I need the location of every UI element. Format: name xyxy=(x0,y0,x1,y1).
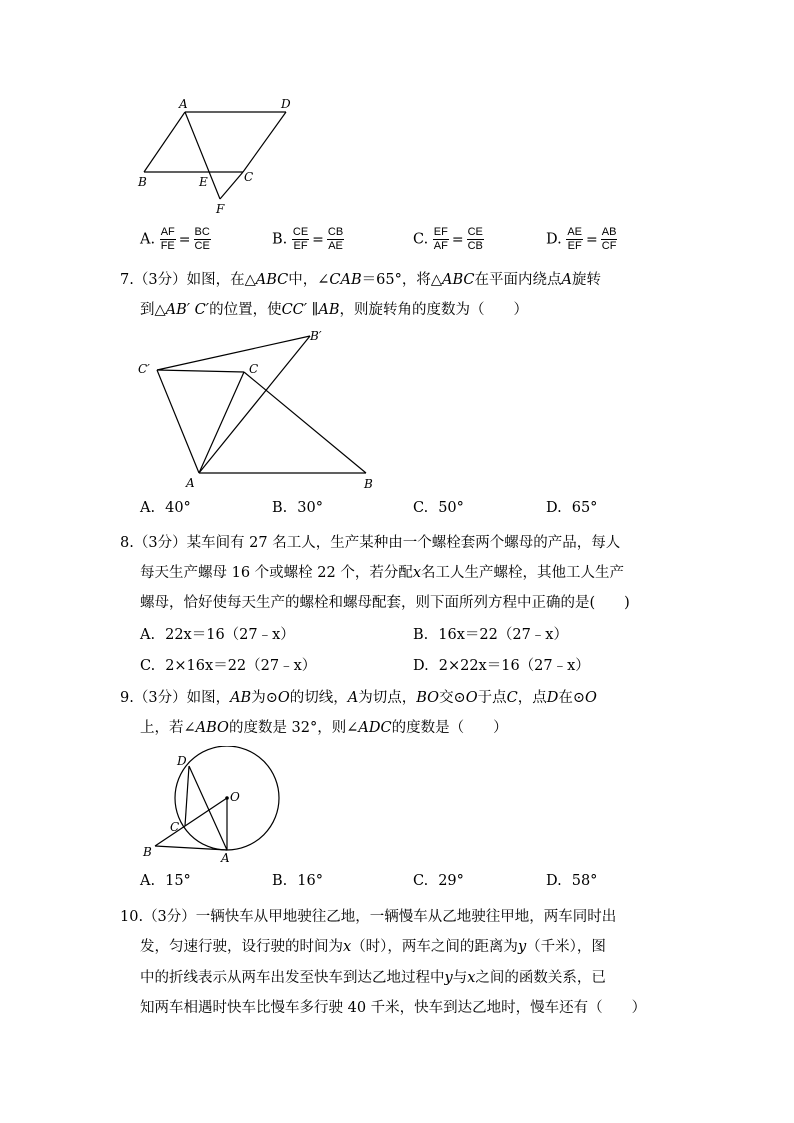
fraction: $\frac{AF}{FE}$ xyxy=(160,226,175,252)
q6-option-b[interactable]: B. $\frac{CE}{EF}$ = $\frac{CB}{AE}$ xyxy=(272,226,344,252)
label-Bprime: B′ xyxy=(310,329,322,343)
segment-DA xyxy=(189,766,227,850)
segment-BO xyxy=(155,798,227,846)
fraction: $\frac{EF}{AF}$ xyxy=(433,226,448,252)
label-B: B xyxy=(143,845,152,859)
fraction: $\frac{CE}{CB}$ xyxy=(467,226,483,252)
segment-AC xyxy=(199,372,244,473)
segment-CB xyxy=(244,372,366,473)
q7-stem-line1: 7.（3分）如图，在△ABC中，∠CAB＝65°，将△ABC在平面内绕点A旋转 xyxy=(120,272,601,288)
q9-option-d[interactable]: D. 58° xyxy=(546,873,598,889)
fraction: $\frac{AB}{CF}$ xyxy=(601,226,617,252)
label-D: D xyxy=(177,754,187,768)
label-A: A xyxy=(186,476,195,490)
q8-stem-line1: 8.（3分）某车间有 27 名工人，生产某种由一个螺栓套两个螺母的产品，每人 xyxy=(120,535,621,551)
label-F: F xyxy=(216,202,225,216)
q7-option-c[interactable]: C. 50° xyxy=(413,500,464,516)
label-A: A xyxy=(221,851,230,865)
q6-option-c[interactable]: C. $\frac{EF}{AF}$ = $\frac{CE}{CB}$ xyxy=(413,226,483,252)
q6-figure xyxy=(130,92,310,222)
segment-CprimeA xyxy=(157,370,199,473)
label-C: C xyxy=(170,820,180,834)
q9-stem-line1: 9.（3分）如图，AB为⊙O的切线，A为切点，BO交⊙O于点C，点D在⊙O xyxy=(120,690,597,706)
label-B: B xyxy=(138,175,147,189)
q8-option-c[interactable]: C. 2×16x＝22（27﹣x） xyxy=(140,658,317,674)
label-O: O xyxy=(230,790,240,804)
segment-CF xyxy=(220,172,243,199)
q10-stem-line3: 中的折线表示从两车出发至快车到达乙地过程中y与x之间的函数关系，已 xyxy=(140,970,606,986)
label-A: A xyxy=(179,97,188,111)
q7-option-b[interactable]: B. 30° xyxy=(272,500,323,516)
segment-BA xyxy=(155,846,227,850)
q7-figure xyxy=(130,322,390,494)
fraction: $\frac{BC}{CE}$ xyxy=(194,226,210,252)
fraction: $\frac{CB}{AE}$ xyxy=(327,226,344,252)
q9-option-c[interactable]: C. 29° xyxy=(413,873,464,889)
fraction: $\frac{CE}{EF}$ xyxy=(292,226,309,252)
q6-option-d[interactable]: D. $\frac{AE}{EF}$ = $\frac{AB}{CF}$ xyxy=(546,226,617,252)
q8-stem-line3: 螺母，恰好使每天生产的螺栓和螺母配套，则下面所列方程中正确的是( ) xyxy=(140,595,630,611)
q10-stem-line2: 发，匀速行驶，设行驶的时间为x（时），两车之间的距离为y（千米），图 xyxy=(140,939,606,955)
q7-stem-line2: 到△AB′ C′的位置，使CC′ ∥AB，则旋转角的度数为（ ） xyxy=(140,302,528,318)
q9-option-b[interactable]: B. 16° xyxy=(272,873,323,889)
q9-option-a[interactable]: A. 15° xyxy=(140,873,191,889)
segment-AB xyxy=(144,112,185,172)
label-C: C xyxy=(249,362,259,376)
q10-stem-line4: 知两车相遇时快车比慢车多行驶 40 千米，快车到达乙地时，慢车还有（ ） xyxy=(140,1000,647,1016)
q7-option-a[interactable]: A. 40° xyxy=(140,500,191,516)
q9-figure xyxy=(135,746,285,866)
q10-stem-line1: 10.（3分）一辆快车从甲地驶往乙地，一辆慢车从乙地驶往甲地，两车同时出 xyxy=(120,909,617,925)
q8-option-a[interactable]: A. 22x＝16（27﹣x） xyxy=(140,627,295,643)
q8-stem-line2: 每天生产螺母 16 个或螺栓 22 个，若分配x名工人生产螺栓，其他工人生产 xyxy=(140,565,625,581)
q8-option-d[interactable]: D. 2×22x＝16（27﹣x） xyxy=(413,658,590,674)
label-E: E xyxy=(199,175,208,189)
segment-CprimeC xyxy=(157,370,244,372)
q6-option-a[interactable]: A. $\frac{AF}{FE}$ = $\frac{BC}{CE}$ xyxy=(140,226,210,252)
fraction: $\frac{AE}{EF}$ xyxy=(567,226,583,252)
label-D: D xyxy=(281,97,291,111)
q7-option-d[interactable]: D. 65° xyxy=(546,500,598,516)
q8-option-b[interactable]: B. 16x＝22（27﹣x） xyxy=(413,627,568,643)
q9-stem-line2: 上，若∠ABO的度数是 32°，则∠ADC的度数是（ ） xyxy=(140,720,508,736)
label-C: C xyxy=(244,170,254,184)
label-Cprime: C′ xyxy=(138,362,150,376)
point-O xyxy=(225,796,229,800)
label-B: B xyxy=(364,477,373,491)
segment-DC xyxy=(243,112,286,172)
segment-DC xyxy=(185,766,189,826)
